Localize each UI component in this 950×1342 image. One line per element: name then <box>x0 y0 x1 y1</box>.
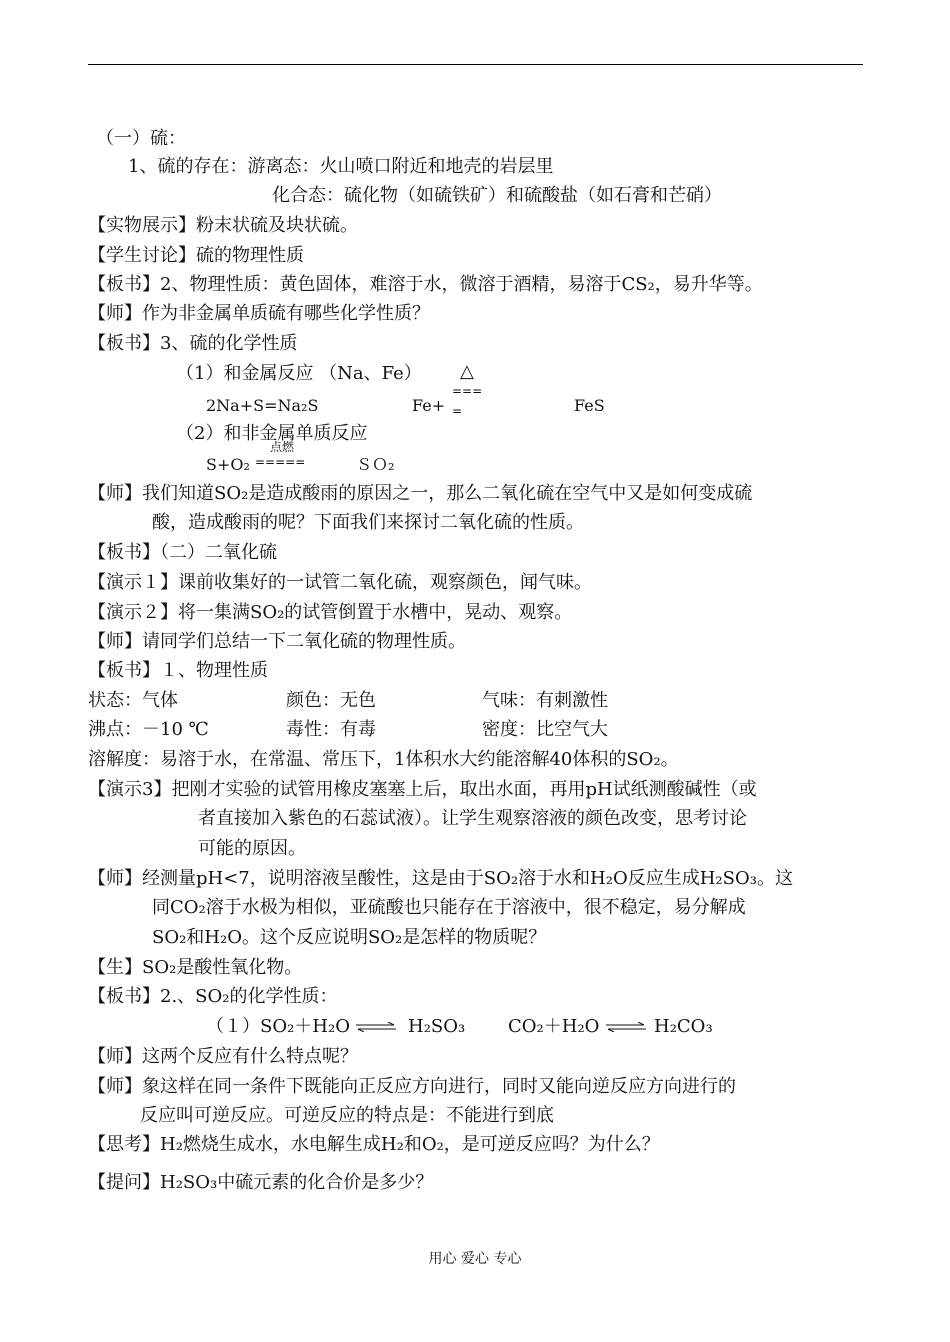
text-line: 【师】作为非金属单质硫有哪些化学性质？ <box>88 303 430 324</box>
prop-color: 颜色：无色 <box>286 690 376 711</box>
text-line: 【演示１】课前收集好的一试管二氧化硫，观察颜色，闻气味。 <box>88 572 592 593</box>
page-footer: 用心 爱心 专心 <box>428 1251 522 1267</box>
text-line: 酸，造成酸雨的呢？下面我们来探讨二氧化硫的性质。 <box>152 512 584 533</box>
text-line: SO₂和H₂O。这个反应说明SO₂是怎样的物质呢？ <box>152 927 547 948</box>
text-line: 【板书】2.、SO₂的化学性质： <box>88 986 338 1007</box>
prop-toxicity: 毒性：有毒 <box>286 719 376 740</box>
sulfur-existence-free: 1、硫的存在：游离态：火山喷口附近和地壳的岩层里 <box>128 156 554 177</box>
text-line: 【演示3】把刚才实验的试管用橡皮塞塞上后，取出水面，再用pH试纸测酸碱性（或 <box>88 779 757 800</box>
prop-density: 密度：比空气大 <box>482 719 608 740</box>
text-line: 同CO₂溶于水极为相似，亚硫酸也只能存在于溶液中，很不稳定，易分解成 <box>152 897 746 918</box>
header-rule <box>88 64 863 65</box>
text-line: 【提问】H₂SO₃中硫元素的化合价是多少？ <box>88 1172 434 1193</box>
equation: S+O₂ <box>206 455 250 474</box>
equation: FeS <box>574 396 605 415</box>
equation: （１）SO₂＋H₂O <box>206 1016 350 1037</box>
equation: H₂SO₃ <box>408 1016 466 1037</box>
equals-sign: === <box>452 384 483 398</box>
text-line: 【师】这两个反应有什么特点呢？ <box>88 1046 358 1067</box>
text-line: 【师】象这样在同一条件下既能向正反应方向进行，同时又能向逆反应方向进行的 <box>88 1076 736 1097</box>
sulfur-existence-compound: 化合态：硫化物（如硫铁矿）和硫酸盐（如石膏和芒硝） <box>272 185 722 206</box>
text-line: （1）和金属反应 （Na、Fe） <box>176 363 422 384</box>
equation: ＳＯ₂ <box>356 455 395 474</box>
prop-state: 状态：气体 <box>88 690 178 711</box>
text-line: 可能的原因。 <box>198 838 306 859</box>
text-line: 【思考】H₂燃烧生成水，水电解生成H₂和O₂，是可逆反应吗？为什么？ <box>88 1134 660 1155</box>
text-line: （2）和非金属单质反应 <box>176 423 368 444</box>
prop-boiling: 沸点：－10 ℃ <box>88 719 209 740</box>
text-line: 【师】经测量pH<7，说明溶液呈酸性，这是由于SO₂溶于水和H₂O反应生成H₂SO₃。这 <box>88 868 793 889</box>
text-line: 反应叫可逆反应。可逆反应的特点是：不能进行到底 <box>140 1105 554 1126</box>
text-line: 【生】SO₂是酸性氧化物。 <box>88 957 303 978</box>
text-line: 【实物展示】粉末状硫及块状硫。 <box>88 215 358 236</box>
equation: Fe+ <box>412 396 446 415</box>
text-line: 【板书】2、物理性质：黄色固体，难溶于水，微溶于酒精，易溶于CS₂，易升华等。 <box>88 274 763 295</box>
equation: CO₂＋H₂O <box>508 1016 600 1037</box>
section-heading-sulfur: （一）硫： <box>96 128 186 149</box>
prop-smell: 气味：有刺激性 <box>482 690 608 711</box>
equals-sign: = <box>452 404 463 418</box>
text-line: 【学生讨论】硫的物理性质 <box>88 245 304 266</box>
reversible-arrow-icon <box>354 1022 398 1032</box>
ignite-label: 点燃 <box>270 440 295 454</box>
text-line: 【板书】１、物理性质 <box>88 660 268 681</box>
text-line: 【板书】3、硫的化学性质 <box>88 333 298 354</box>
equals-sign: ===== <box>255 455 306 469</box>
text-line: 【板书】（二）二氧化硫 <box>88 542 277 563</box>
text-line: 【演示２】将一集满SO₂的试管倒置于水槽中，晃动、观察。 <box>88 602 573 623</box>
equation: 2Na+S=Na₂S <box>206 396 319 415</box>
text-line: 溶解度：易溶于水，在常温、常压下，1体积水大约能溶解40体积的SO₂。 <box>88 749 679 770</box>
equation: H₂CO₃ <box>654 1016 713 1037</box>
text-line: 者直接加入紫色的石蕊试液）。让学生观察溶液的颜色改变，思考讨论 <box>198 808 747 829</box>
text-line: 【师】请同学们总结一下二氧化硫的物理性质。 <box>88 631 466 652</box>
text-line: 【师】我们知道SO₂是造成酸雨的原因之一，那么二氧化硫在空气中又是如何变成硫 <box>88 483 753 504</box>
heat-symbol: △ <box>460 361 474 382</box>
reversible-arrow-icon <box>604 1022 648 1032</box>
